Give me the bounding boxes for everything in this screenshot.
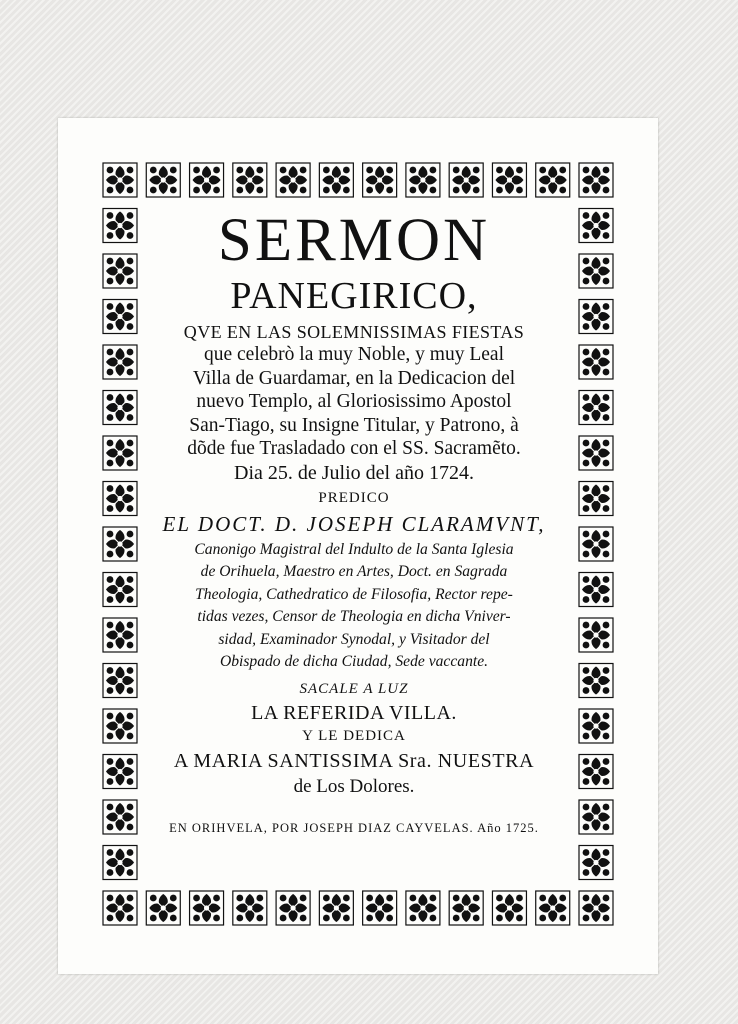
ornament-tile <box>579 345 613 379</box>
title-page <box>58 118 658 974</box>
ornament-tile <box>103 436 137 470</box>
author-name: EL DOCT. D. JOSEPH CLARAMVNT, <box>162 511 546 536</box>
ornament-tile <box>579 664 613 698</box>
date-line: Dia 25. de Julio del año 1724. <box>234 461 474 484</box>
author-detail-line: Obispado de dicha Ciudad, Sede vaccante. <box>219 653 489 671</box>
body-line: Villa de Guardamar, en la Dedicacion del <box>192 367 516 389</box>
ornament-tile <box>579 391 613 425</box>
ornament-tile <box>579 163 613 197</box>
ornament-tile <box>190 163 224 197</box>
ornament-tile <box>579 482 613 516</box>
ornament-tile <box>579 527 613 561</box>
ornament-tile <box>103 618 137 652</box>
author-detail-line: tidas vezes, Censor de Theologia en dicha Vniver- <box>197 608 511 626</box>
body-line: nuevo Templo, al Gloriosissimo Apostol <box>196 391 512 412</box>
ornament-tile <box>579 573 613 607</box>
villa-line: LA REFERIDA VILLA. <box>251 702 457 725</box>
sacale-line: SACALE A LUZ <box>299 681 409 698</box>
ornament-tile <box>103 163 137 197</box>
ornament-tile <box>579 436 613 470</box>
imprint-line: EN ORIHVELA, POR JOSEPH DIAZ CAYVELAS. Año 1725. <box>169 821 539 836</box>
subtitle-caps: QVE EN LAS SOLEMNISSIMAS FIESTAS <box>183 322 525 342</box>
ornament-tile <box>103 891 137 925</box>
ornament-tile <box>579 618 613 652</box>
ornament-tile <box>276 163 310 197</box>
ornament-tile <box>579 254 613 288</box>
title-sermon: SERMON <box>217 207 491 274</box>
author-detail-line: Canonigo Magistral del Indulto de la Santa Iglesia <box>194 540 514 558</box>
ornament-tile <box>579 800 613 834</box>
ornament-tile <box>579 300 613 334</box>
ornament-tile <box>146 163 180 197</box>
ornament-tile <box>103 800 137 834</box>
ornament-tile <box>103 846 137 880</box>
ornament-tile <box>103 755 137 789</box>
predico-label: PREDICO <box>318 489 390 506</box>
ornament-tile <box>449 163 483 197</box>
ornament-tile <box>579 891 613 925</box>
ornament-tile <box>103 209 137 243</box>
ornament-tile <box>103 300 137 334</box>
ornament-tile <box>492 163 526 197</box>
ornament-tile <box>579 755 613 789</box>
ornament-tile <box>579 709 613 743</box>
ornament-tile <box>536 163 570 197</box>
ornament-tile <box>103 664 137 698</box>
ornament-tile <box>103 527 137 561</box>
author-detail-line: de Orihuela, Maestro en Artes, Doct. en Sagrada <box>200 563 508 581</box>
ornament-tile <box>579 846 613 880</box>
ornament-tile <box>233 163 267 197</box>
ornament-tile <box>406 163 440 197</box>
author-detail-line: sidad, Examinador Synodal, y Visitador del <box>218 630 490 648</box>
ornament-tile <box>103 345 137 379</box>
dedication-line: A MARIA SANTISSIMA Sra. NUESTRA <box>173 750 535 773</box>
author-detail-line: Theologia, Cathedratico de Filosofia, Rector repe- <box>195 585 513 603</box>
dedica-line: Y LE DEDICA <box>302 728 406 745</box>
title-panegirico: PANEGIRICO, <box>230 275 478 317</box>
ornament-tile <box>579 209 613 243</box>
ornament-tile <box>103 391 137 425</box>
ornament-tile <box>103 709 137 743</box>
ornament-tile <box>103 573 137 607</box>
ornament-tile <box>103 254 137 288</box>
dolores-line: de Los Dolores. <box>293 776 415 798</box>
body-line: San-Tiago, su Insigne Titular, y Patrono, à <box>189 414 519 436</box>
ornament-tile <box>363 163 397 197</box>
body-line: dõde fue Trasladado con el SS. Sacramẽto. <box>187 438 521 459</box>
body-line: que celebrò la muy Noble, y muy Leal <box>204 344 504 365</box>
ornament-tile <box>103 482 137 516</box>
ornament-tile <box>319 163 353 197</box>
page-text <box>141 204 567 944</box>
